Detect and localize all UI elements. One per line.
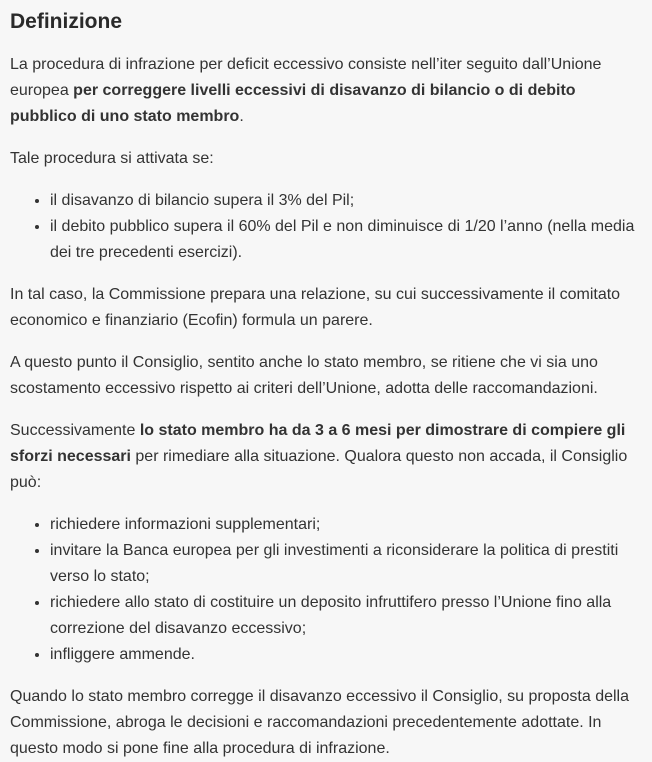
paragraph-text: La procedura di infrazione per deficit eccessivo consiste nell’iter seguito dall’Unione europea xyxy=(10,56,602,99)
council-measures-list xyxy=(10,512,638,668)
paragraph-deadline xyxy=(10,418,638,496)
paragraph-text: . xyxy=(239,108,244,125)
list-item: • il disavanzo di bilancio supera il 3% del Pil; xyxy=(50,188,638,214)
paragraph-text: Successivamente xyxy=(10,422,140,439)
bold-text: lo stato membro ha da 3 a 6 mesi per dimostrare di compiere gli sforzi necessari xyxy=(10,422,626,465)
list-item: • richiedere informazioni supplementari; xyxy=(50,512,638,538)
bold-text: per correggere livelli eccessivi di disavanzo di bilancio o di debito pubblico di uno stato membro xyxy=(10,82,576,125)
paragraph-text: per rimediare alla situazione. Qualora questo non accada, il Consiglio può: xyxy=(10,448,628,491)
paragraph-commission: In tal caso, la Commissione prepara una relazione, su cui successivamente il comitato economico e finanziario (Ecofin) formula un parere. xyxy=(10,286,621,329)
section-heading: Definizione xyxy=(10,10,123,33)
activation-conditions-list xyxy=(10,188,638,266)
paragraph-council: A questo punto il Consiglio, sentito anche lo stato membro, se ritiene che vi sia uno scostamento eccessivo rispetto ai criteri dell’Unione, adotta delle raccomandazioni. xyxy=(10,354,598,397)
paragraph-activation: Tale procedura si attivata se: xyxy=(10,150,214,167)
list-item: • il debito pubblico supera il 60% del Pil e non diminuisce di 1/20 l’anno (nella media dei tre precedenti esercizi). xyxy=(50,214,638,266)
list-item: • richiedere allo stato di costituire un deposito infruttifero presso l’Unione fino alla correzione del disavanzo eccessivo; xyxy=(50,590,638,642)
paragraph-conclusion: Quando lo stato membro corregge il disavanzo eccessivo il Consiglio, su proposta della Commissione, abroga le decisioni e raccomandazioni precedentemente adottate. In questo modo si pone fine alla procedura di infrazione. xyxy=(10,688,629,757)
list-item: • invitare la Banca europea per gli investimenti a riconsiderare la politica di prestiti verso lo stato; xyxy=(50,538,638,590)
paragraph-definition xyxy=(10,52,638,130)
list-item: • infliggere ammende. xyxy=(50,642,638,668)
